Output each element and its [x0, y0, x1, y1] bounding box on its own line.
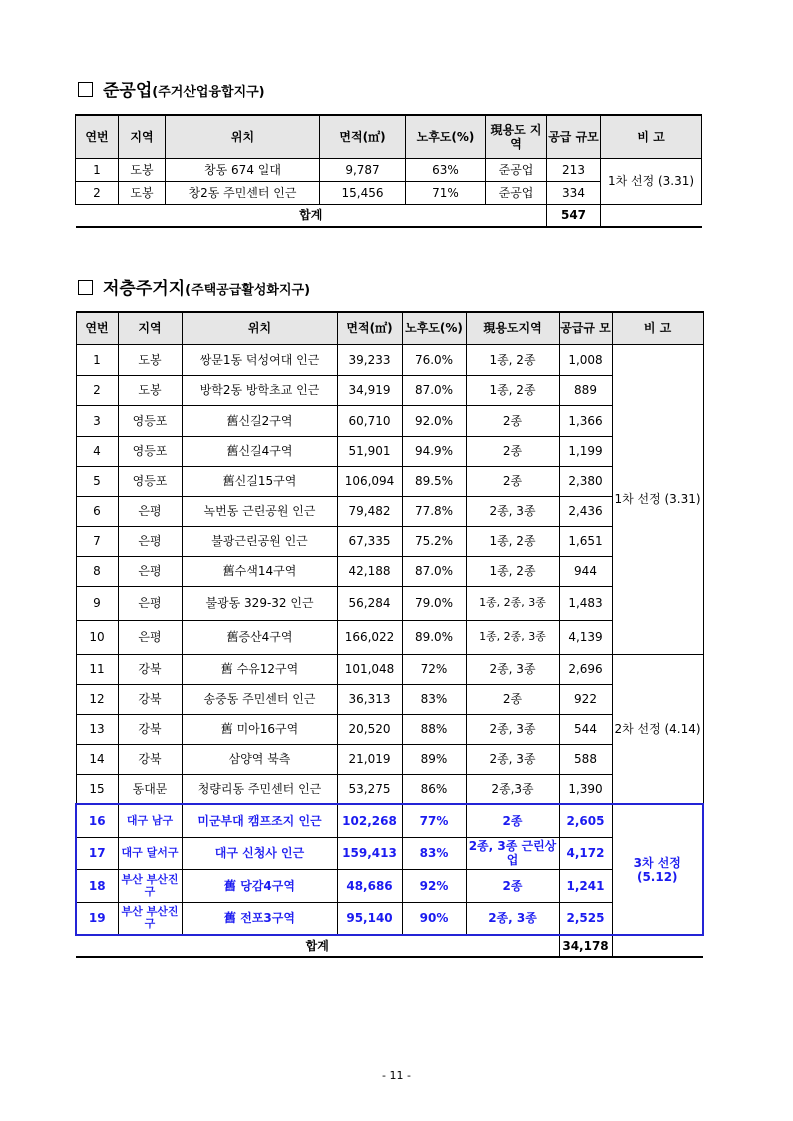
- table-row: 4 영등포 舊신길4구역 51,901 94.9% 2종 1,199: [76, 436, 703, 466]
- table-row: 18 부산 부산진구 舊 당감4구역 48,686 92% 2종 1,241: [76, 869, 703, 902]
- selection-note: 3차 선정 (5.12): [612, 804, 703, 935]
- table-row: 9 은평 불광동 329-32 인근 56,284 79.0% 1종, 2종, 3종 1,483: [76, 586, 703, 620]
- selection-note: 1차 선정 (3.31): [612, 344, 703, 654]
- checkbox-square-icon: [78, 82, 93, 97]
- total-row: 합계 547: [76, 204, 702, 227]
- table-row: 17 대구 달서구 대구 신청사 인근 159,413 83% 2종, 3종 근린상업 4,172: [76, 837, 703, 869]
- table-row: 7 은평 불광근린공원 인근 67,335 75.2% 1종, 2종 1,651: [76, 526, 703, 556]
- section2-title: 저층주거지(주택공급활성화지구): [78, 274, 310, 299]
- table-header-row: 연번 지역 위치 면적(㎡) 노후도(%) 現용도 지역 공급 규모 비 고: [76, 115, 702, 158]
- industrial-table: [75, 114, 702, 228]
- table-row: 1 도봉 창동 674 일대 9,787 63% 준공업 213 1차 선정 (3.31): [76, 158, 702, 181]
- table-row: 8 은평 舊수색14구역 42,188 87.0% 1종, 2종 944: [76, 556, 703, 586]
- table-row: 12 강북 송중동 주민센터 인근 36,313 83% 2종 922: [76, 684, 703, 714]
- table-row: 13 강북 舊 미아16구역 20,520 88% 2종, 3종 544: [76, 714, 703, 744]
- section1-title: 준공업(주거산업융합지구): [78, 76, 265, 101]
- total-row: 합계 34,178: [76, 935, 703, 957]
- table-row: 15 동대문 청량리동 주민센터 인근 53,275 86% 2종,3종 1,390: [76, 774, 703, 804]
- table-row: 1 도봉 쌍문1동 덕성여대 인근 39,233 76.0% 1종, 2종 1,008 1차 선정 (3.31): [76, 344, 703, 375]
- table-row: 2 도봉 방학2동 방학초교 인근 34,919 87.0% 1종, 2종 889: [76, 375, 703, 405]
- table-row: 2 도봉 창2동 주민센터 인근 15,456 71% 준공업 334: [76, 181, 702, 204]
- table-row: 19 부산 부산진구 舊 전포3구역 95,140 90% 2종, 3종 2,525: [76, 902, 703, 935]
- checkbox-square-icon: [78, 280, 93, 295]
- table-row: 10 은평 舊증산4구역 166,022 89.0% 1종, 2종, 3종 4,139: [76, 620, 703, 654]
- table-row: 11 강북 舊 수유12구역 101,048 72% 2종, 3종 2,696 2차 선정 (4.14): [76, 654, 703, 684]
- table-header-row: 연번 지역 위치 면적(㎡) 노후도(%) 現용도지역 공급규 모 비 고: [76, 312, 703, 344]
- table-row: 5 영등포 舊신길15구역 106,094 89.5% 2종 2,380: [76, 466, 703, 496]
- table-row: 16 대구 남구 미군부대 캠프조지 인근 102,268 77% 2종 2,605 3차 선정 (5.12): [76, 804, 703, 837]
- table-row: 6 은평 녹번동 근린공원 인근 79,482 77.8% 2종, 3종 2,436: [76, 496, 703, 526]
- lowrise-table: [75, 311, 704, 958]
- page-number: - 11 -: [382, 1069, 411, 1082]
- table-row: 3 영등포 舊신길2구역 60,710 92.0% 2종 1,366: [76, 405, 703, 436]
- selection-note: 2차 선정 (4.14): [612, 654, 703, 804]
- selection-note: 1차 선정 (3.31): [601, 158, 702, 204]
- table-row: 14 강북 삼양역 북측 21,019 89% 2종, 3종 588: [76, 744, 703, 774]
